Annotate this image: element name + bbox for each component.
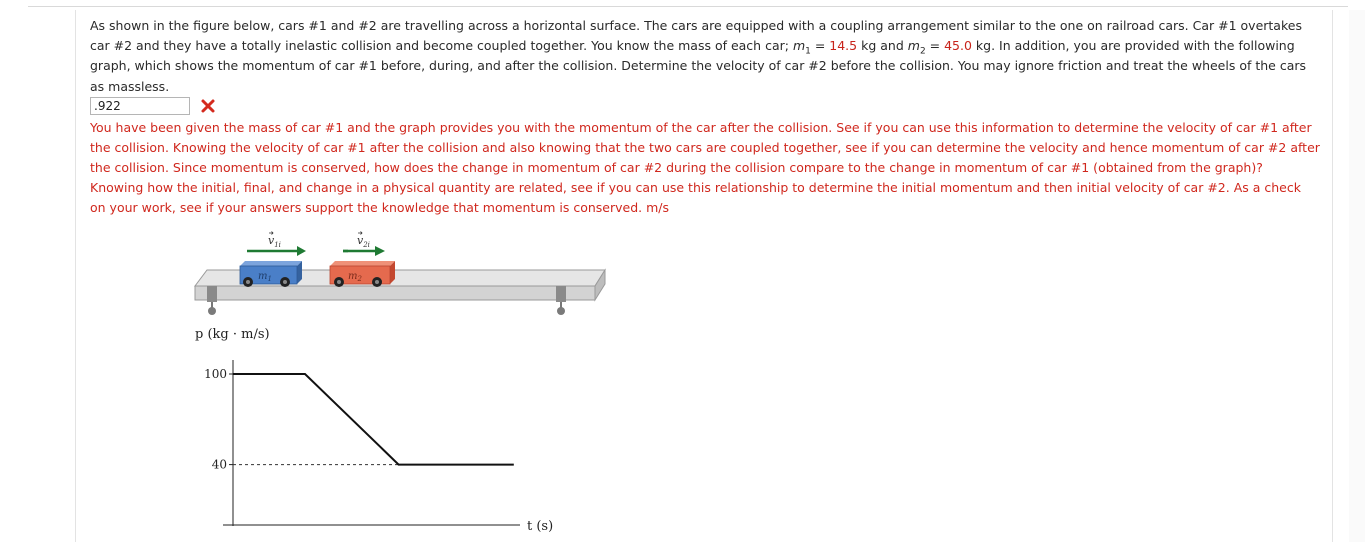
momentum-graph <box>185 320 565 542</box>
content-right-border <box>1332 10 1333 542</box>
car-2 <box>330 261 395 287</box>
problem-statement: As shown in the figure below, cars #1 and #2 are travelling across a horizontal surface. The cars are equipped with a coupling arrangement similar to the one on railroad cars. Car #1 overtakes car #2 and they have a totally inelastic collision and become coupled together. You know the mass of each car; $m_1 = 14.5$ kg and $m_2 = 45.0$ kg. In addition, you are provided with the following graph, which shows the momentum of car #1 before, during, and after the collision. Determine the velocity of car #2 before the collision. You may ignore friction and treat the wheels of the cars as massless. <box>90 18 1307 94</box>
cars-track-figure <box>185 228 615 320</box>
x-mark-icon <box>200 98 216 114</box>
car-1 <box>240 261 302 287</box>
y-tick-label-40: 40 <box>211 457 227 472</box>
answer-input[interactable] <box>90 97 190 115</box>
vertical-scrollbar[interactable] <box>1349 10 1365 542</box>
y-tick-label-100: 100 <box>204 367 227 381</box>
momentum-series-line <box>233 374 514 465</box>
graph-xlabel: t (s) <box>527 519 554 534</box>
v2-label: $v_{2i}$ <box>357 234 370 249</box>
car2-mass-label: $m_2$ <box>348 271 362 283</box>
content-left-border <box>75 10 76 542</box>
v1-label: $v_{1i}$ <box>268 234 281 249</box>
mass-car2-value: 45.0 <box>944 38 972 54</box>
mass-car1-value: 14.5 <box>829 38 858 54</box>
top-divider <box>28 6 1348 7</box>
graph-ylabel: p (kg · m/s) <box>195 327 270 342</box>
car1-mass-label: $m_1$ <box>258 271 272 283</box>
feedback-hint: You have been given the mass of car #1 and the graph provides you with the momentum of the car after the collision. See if you can use this information to determine the velocity of car #1 after the collision. Knowing the velocity of car #1 after the collision and also knowing that the two cars are coupled together, see if you can determine the velocity and hence momentum of car #2 after the collision. Since momentum is conserved, how does the change in momentum of car #2 during the collision compare to the change in momentum of car #1 (obtained from the graph)? Knowing how the initial, final, and change in a physical quantity are related, see if you can use this relationship to determine the initial momentum and then initial velocity of car #2. As a check on your work, see if your answers support the knowledge that momentum is conserved. m/s <box>90 120 1320 215</box>
